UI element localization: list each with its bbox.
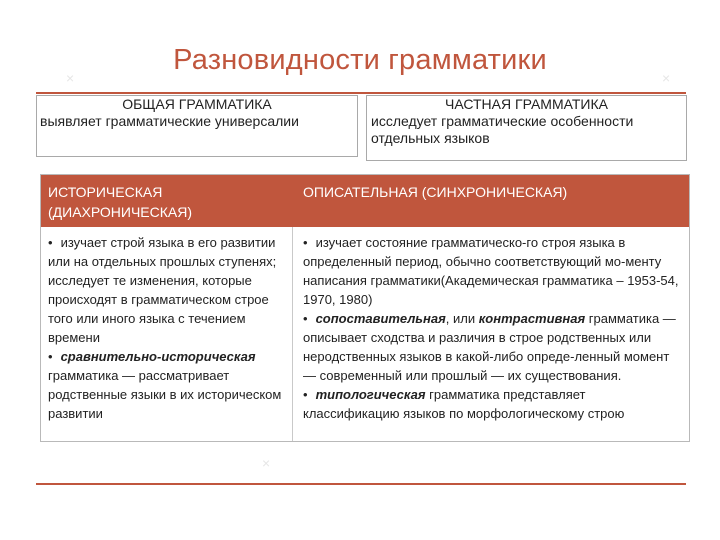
bullet-icon: • [303,235,308,250]
descriptive-point-2 [303,309,685,385]
background-mark: × [262,455,271,471]
background-mark: × [662,70,671,86]
descriptive-point-1-text: изучает состояние грамматическо-го строя языка в определенный период, обычно соответствующий мо-менту написания грамматики(Академическая грамматика – 1953-54, 1970, 1980) [303,235,679,307]
term-typological: типологическая [315,387,426,402]
table-header-row [41,175,689,227]
descriptive-point-3 [303,385,685,423]
header-descriptive: ОПИСАТЕЛЬНАЯ (СИНХРОНИЧЕСКАЯ) [303,184,568,200]
header-historical-line2: (ДИАХРОНИЧЕСКАЯ) [48,204,193,220]
historical-point-2 [48,347,293,423]
title-divider [36,92,686,94]
historical-point-2-text: грамматика — рассматривает родственные языки в их историческом развитии [48,368,282,421]
term-comparative: сопоставительная [315,311,446,326]
term-comparative-historical: сравнительно-историческая [60,349,256,364]
descriptive-point-2-text: грамматика — описывает сходства и различия в строе родственных или неродственных языков в какой-либо опреде-ленный момент — современный или прошлый — их существования. [303,311,676,383]
bullet-icon: • [303,387,308,402]
bullet-icon: • [303,311,308,326]
bottom-divider [36,483,686,485]
general-grammar-text: выявляет грамматические универсалии [40,113,299,129]
header-historical [48,182,293,222]
historical-column [48,233,293,423]
descriptive-point-2-connector: , или [445,311,479,326]
private-grammar-text-line1: исследует грамматические особенности [371,113,634,129]
header-historical-line1: ИСТОРИЧЕСКАЯ [48,184,163,200]
page-title: Разновидности грамматики [173,44,547,76]
historical-point-1 [48,233,293,347]
bullet-icon: • [48,349,53,364]
bullet-icon: • [48,235,53,250]
private-grammar-box [366,95,687,161]
descriptive-column [303,233,685,423]
descriptive-point-1 [303,233,685,309]
private-grammar-text-line2: отдельных языков [371,130,490,146]
general-grammar-heading: ОБЩАЯ ГРАММАТИКА [122,96,272,112]
historical-point-1-text: изучает строй языка в его развитии или на отдельных прошлых ступенях; исследует те изменения, которые происходят в грамматическом строе того или иного языка с течением времени [48,235,277,345]
grammar-comparison-table [40,174,690,442]
term-contrastive: контрастивная [478,311,586,326]
general-grammar-box [36,95,358,157]
private-grammar-heading: ЧАСТНАЯ ГРАММАТИКА [444,96,608,112]
descriptive-point-3-text: грамматика представляет классификацию языков по морфологическому строю [303,387,625,421]
background-mark: × [66,70,75,86]
